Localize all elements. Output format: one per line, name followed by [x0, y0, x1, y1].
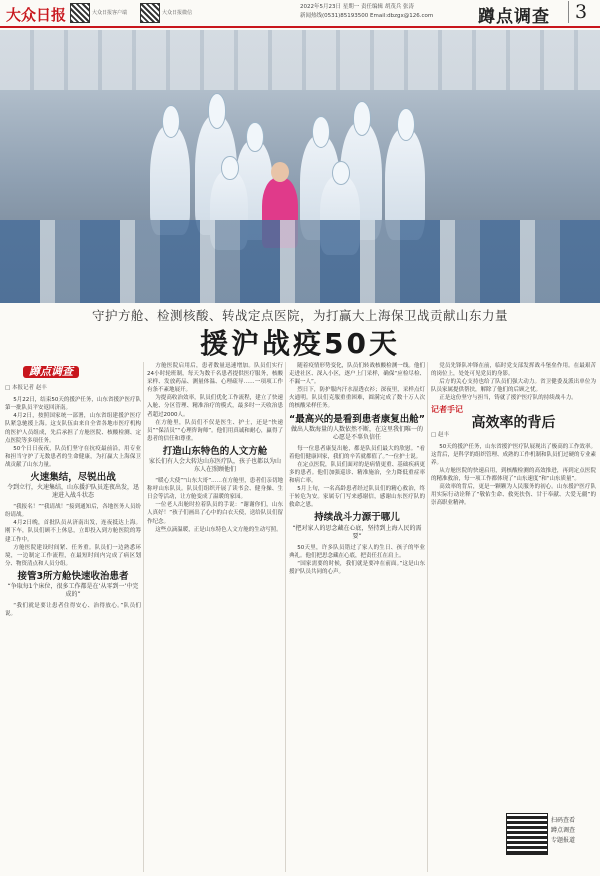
subheading-lede: 做出人数海量的人数依然不断，在这里我们唯一的心愿是不辜负信任 [290, 425, 423, 441]
column-divider [427, 362, 428, 872]
section-badge: 蹲点调查 [23, 366, 79, 378]
column-divider [285, 362, 286, 872]
date-line: 2022年5月23日 星期一 责任编辑 胡茂兵 张涛 [300, 4, 414, 10]
column-divider [143, 362, 144, 872]
paragraph: “国家需要的时候，我们就是要冲在前面。”这是山东援沪队员共同的心声。 [289, 560, 425, 575]
qr-caption: 大众日报微信 [162, 10, 193, 16]
date-info [300, 3, 433, 21]
qr-code-icon[interactable] [140, 3, 160, 23]
subheading: 持续战斗力源于哪儿 [314, 512, 400, 524]
paragraph: 为提高收治效率，队员们优化工作流程，建立了快速入舱、分区管理、精准治疗的模式，最多时一天收治患者超过2000人。 [147, 395, 283, 418]
page-number: 3 [568, 1, 587, 23]
subheading: “最高兴的是看到患者康复出舱” [289, 413, 425, 425]
photo-beds [0, 220, 600, 303]
paragraph: 5月上旬，一名高龄患者经过队员们的精心救治，终于转危为安。家属专门写来感谢信，感谢山东医疗队的救命之恩。 [289, 486, 425, 509]
subheading: 接管3所方舱快速收治患者 [17, 570, 129, 582]
article-column-2 [147, 362, 283, 872]
subheading-lede: “把对家人的思念藏在心底，坚持到上海人民的需要” [292, 524, 422, 540]
lead-photo[interactable] [0, 30, 600, 303]
qr-caption-line: 扫码查看 [551, 817, 576, 824]
byline: □ 本报记者 赵丰 [5, 385, 47, 392]
reporter-notes-tag: 记者手记 [431, 405, 463, 415]
reporter-notes-title: 高效率的背后 [471, 414, 556, 431]
section-title: 蹲点调查 [478, 7, 550, 27]
qr-caption-line: 蹲点调查 [551, 827, 576, 834]
qr-code-icon[interactable] [70, 3, 90, 23]
phone-line: 新闻热线(0531)85193500 Email:dbzgx@126.com [300, 13, 434, 19]
subheading-lede: 家长们有人会大转达山东医疗队，孩子也都以为山东人在照顾他们 [148, 458, 281, 474]
article-headline: 援沪战疫50天 [200, 327, 400, 360]
subheading-lede: “争取每1个床位，很多工作都是在‘从零到一’中完成的” [7, 582, 139, 598]
paragraph: 从方舱医院的快速启用，到核酸检测的高效推进，再到定点医院的精准救治，每一项工作都体现了“山东速度”和“山东质量”。 [431, 468, 596, 483]
article-column-1 [5, 362, 141, 872]
paragraph: 烈日下，防护服内汗水湿透衣衫；深夜里，采样点灯火通明。队员们克服重重困难，圆满完成了数十万人次的核酸采样任务。 [289, 387, 425, 410]
subheading: 打造山东特色的人文方舱 [162, 445, 268, 457]
paragraph: 党员先锋队冲锋在前，临时党支部发挥战斗堡垒作用。在最艰苦的岗位上，处处可见党员的身影。 [431, 363, 596, 378]
paragraph: 50天的援沪任务，山东省援沪医疗队展现出了极高的工作效率。这背后，是科学的组织管理、成熟的工作机制和队员们过硬的专业素养。 [431, 443, 596, 466]
paragraph: 这些点滴温暖，正是山东特色人文方舱的生动写照。 [155, 526, 282, 533]
paragraph: 后方的关心支持也给了队员们强大动力。省卫健委及派出单位为队员家属提供帮扶，解除了他们的后顾之忧。 [431, 379, 596, 394]
qr-code-icon[interactable] [506, 813, 548, 855]
paragraph: 正是这份坚守与担当，铸就了援沪医疗队的持续战斗力。 [439, 395, 577, 402]
qr-caption: 大众日报客户端 [92, 10, 128, 16]
paragraph: 在方舱里，队员们不仅是医生、护士，还是“快递员”“保洁员”“心理咨询师”。他们用真诚和耐心，赢得了患者的信任和尊重。 [147, 419, 283, 442]
paragraph: 50天里，许多队员错过了家人的生日、孩子的毕业典礼。他们把思念藏在心底，把责任扛在肩上。 [289, 544, 425, 559]
article-subtitle: 守护方舱、检测核酸、转战定点医院，为打赢大上海保卫战贡献山东力量 [91, 308, 508, 323]
paragraph: 在定点医院，队员们面对的是病情更重、基础疾病更多的患者。他们加强巡诊、精准施治，全力降低重症率和病亡率。 [289, 461, 425, 485]
paragraph: 4月2日晚，首批队员从济南出发，连夜抵达上海。刚下车，队员们顾不上休息，立即投入到方舱医院的筹建工作中。 [5, 520, 141, 543]
byline: □ 赵丰 [431, 431, 449, 438]
article-column-4 [431, 362, 596, 872]
paragraph: 一位老人出舱时拉着队员的手说：“谢谢你们，山东人真好！”孩子们画出了心中的白衣天使，送给队员们留作纪念。 [147, 502, 283, 525]
qr-caption-line: 专题报道 [551, 837, 576, 844]
paragraph: “暖心大使”“山东大哥”……在方舱里，患者们亲切地称呼山东队员。队员们组织开展了读书会、健身操、生日会等活动，让方舱变成了温暖的家园。 [147, 478, 283, 501]
medic-figure [150, 125, 190, 235]
masthead [0, 0, 600, 28]
paragraph: 随着疫情形势变化，队员们转战核酸检测一线。他们走进社区、深入小区，逐户上门采样，确保“应检尽检、不漏一人”。 [289, 363, 425, 386]
paragraph: 5月22日，结束50天的援沪任务，山东省援沪医疗队第一批队员平安返回济南。 [5, 397, 141, 412]
paragraph: 50个日日夜夜，队员们坚守在抗疫最前沿，用专业和担当守护了无数患者的生命健康，为打赢大上海保卫战贡献了山东力量。 [5, 445, 141, 468]
paragraph: “我们就是要让患者住得安心、治得放心。”队员们说。 [5, 602, 141, 618]
newspaper-logo: 大众日报 [6, 6, 67, 24]
paragraph: 每一位患者康复出舱，都是队员们最大的欣慰。“看着他们健康回家，我们的辛苦就都值了。”一位护士说。 [289, 445, 425, 460]
subheading: 火速集结，尽锐出战 [30, 472, 116, 484]
qr-caption [551, 816, 575, 846]
subheading-lede: 令到立行，火速集结，山东援沪队员连夜出发，迅速进入战斗状态 [6, 484, 139, 500]
paragraph: 高效率的背后，更是一颗颗为人民服务的初心。山东援沪医疗队用实际行动诠释了“敬佑生命、救死扶伤、甘于奉献、大爱无疆”的崇高职业精神。 [431, 484, 596, 507]
article-column-3 [289, 362, 425, 872]
paragraph: 方舱医院启用后，患者数量迅速增加。队员们实行24小时轮班制，每天为数千名患者提供医疗服务，核酸采样、发放药品、测量体温、心理疏导……一项项工作有条不紊地展开。 [147, 363, 283, 394]
photo-ceiling [0, 30, 600, 90]
paragraph: 4月2日，按照国家统一部署，山东省组建援沪医疗队紧急驰援上海。这支队伍由来自全省各地市医疗机构的医护人员组成，先后承担了方舱医院、核酸检测、定点医院等多项任务。 [5, 413, 141, 444]
paragraph: 方舱医院建设时间紧、任务重。队员们一边熟悉环境，一边制定工作流程，在最短时间内完成了病区划分、物资清点和人员分组。 [5, 544, 141, 567]
paragraph: “我报名！”“我请战！”接到通知后，各地医务人员纷纷请战。 [5, 504, 141, 519]
